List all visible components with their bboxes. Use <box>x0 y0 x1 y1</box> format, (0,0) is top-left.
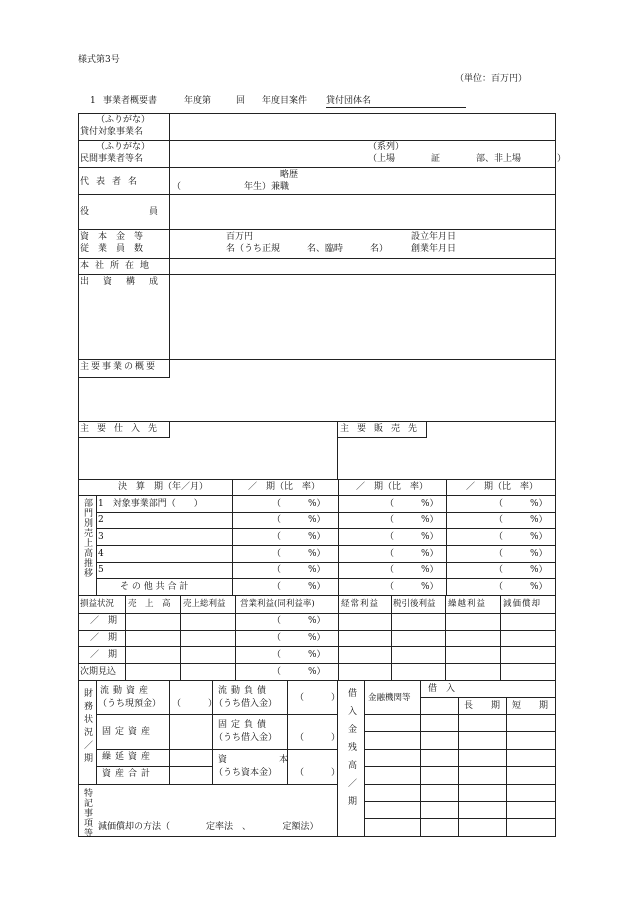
pl-row-period-3: ／ 期 <box>90 650 118 660</box>
sales-pct: （ %） <box>385 515 439 525</box>
pl-pct: （ %） <box>272 667 326 677</box>
table-bottom <box>78 836 556 837</box>
pl-row-forecast: 次期見込 <box>80 667 117 677</box>
sales-pct: （ %） <box>494 499 548 509</box>
pl-header-depreciation: 減価償却 <box>503 599 542 609</box>
period-header-2: ／ 期（比 率） <box>356 482 429 492</box>
sales-pct: （ %） <box>272 499 326 509</box>
year-label: 年度第 <box>184 96 212 106</box>
current-assets-label: 流動資産 <box>100 686 153 696</box>
sales-pct: （ %） <box>494 532 548 542</box>
fixed-assets-label: 固定資産 <box>102 727 155 737</box>
sales-pct: （ %） <box>272 549 326 559</box>
furigana-label-2: （ふりがな） <box>96 142 151 152</box>
table-right <box>555 113 556 836</box>
pl-header-gross: 売上総利益 <box>183 599 226 609</box>
financial-side-label: 財務状況／期 <box>82 688 92 766</box>
capital-label: 資本 <box>218 755 341 765</box>
sales-pct: （ %） <box>494 582 548 592</box>
address-label: 本社所在地 <box>80 261 156 271</box>
lender-label: 貸付団体名 <box>326 96 372 106</box>
pl-pct: （ %） <box>272 616 326 626</box>
sales-pct: （ %） <box>494 549 548 559</box>
pl-header-sales: 売 上 高 <box>128 599 171 609</box>
sales-pct: （ %） <box>272 515 326 525</box>
suppliers-label: 主要仕入先 <box>80 424 166 434</box>
unit-label: （単位：百万円） <box>455 74 528 84</box>
cash-label: （うち現預金） <box>98 699 162 709</box>
private-operator-label: 民間事業者等名 <box>80 154 144 164</box>
fixed-liabilities-label: 固定負債 <box>218 720 271 730</box>
sales-row-2: 2 <box>98 515 104 525</box>
sales-pct: （ %） <box>494 565 548 575</box>
year-case-label: 年度目案件 <box>262 96 308 106</box>
career-label: 略歴 <box>280 170 299 180</box>
investment-label: 出資構成 <box>80 277 173 287</box>
table-top <box>78 113 556 114</box>
officers-label: 役員 <box>80 207 219 217</box>
pl-pct: （ %） <box>272 650 326 660</box>
notes-side-label: 特記事項等 <box>82 788 92 838</box>
sales-row-4: 4 <box>98 549 104 559</box>
cash-paren: （ ） <box>172 699 218 709</box>
table-left <box>78 113 79 836</box>
sales-pct: （ %） <box>494 515 548 525</box>
established-date-label: 設立年月日 <box>411 232 457 242</box>
furigana-label-1: （ふりがな） <box>96 115 151 125</box>
sales-pct: （ %） <box>385 565 439 575</box>
capital-label: 資本金等 <box>80 232 153 242</box>
short-term-label: 短 期 <box>512 701 549 711</box>
pl-row-period-2: ／ 期 <box>90 633 118 643</box>
capital-paren: （ ） <box>295 768 341 778</box>
deferred-assets-label: 繰延資産 <box>102 752 155 762</box>
pl-header-operating: 営業利益(同利益率) <box>240 599 315 609</box>
bank-label: 金融機関等 <box>368 693 411 703</box>
sales-pct: （ %） <box>385 499 439 509</box>
loan-balance-side-label: 借入金残高／期 <box>346 688 356 814</box>
representative-label: 代表者名 <box>80 177 145 187</box>
current-liabilities-label: 流動負債 <box>218 686 271 696</box>
sales-pct: （ %） <box>272 582 326 592</box>
long-term-label: 長 期 <box>464 701 501 711</box>
period-header-3: ／ 期（比 率） <box>466 482 539 492</box>
sales-side-label: 部門別売上高推移 <box>82 498 92 578</box>
borrowing-label-2: （うち借入金） <box>214 733 278 743</box>
pl-header-after-tax: 税引後利益 <box>393 599 436 609</box>
sales-row-5: 5 <box>98 565 104 575</box>
title-number: 1 <box>90 96 96 106</box>
sales-pct: （ %） <box>272 565 326 575</box>
keiretsu-label: （系列） <box>368 142 405 152</box>
main-business-label: 主要事業の概要 <box>80 362 158 372</box>
million-yen-label: 百万円 <box>226 232 254 242</box>
borrowing-label-1: （うち借入金） <box>214 699 278 709</box>
fiscal-period-header: 決 算 期（年／月） <box>118 482 209 492</box>
borrowing-paren-2: （ ） <box>295 733 341 743</box>
sales-row-3: 3 <box>98 532 104 542</box>
sales-pct: （ %） <box>385 549 439 559</box>
depreciation-method: 減価償却の方法（ 定率法 、 定額法） <box>98 822 319 832</box>
borrowing-paren-1: （ ） <box>295 693 341 703</box>
listing-label: （上場 証 部、非上場 ） <box>368 154 567 164</box>
sales-row-1: 1 対象事業部門（ ） <box>98 499 203 509</box>
borrowing-header: 借 入 <box>428 684 456 694</box>
round-label: 回 <box>236 96 246 106</box>
sales-pct: （ %） <box>385 532 439 542</box>
lender-underline <box>326 107 466 108</box>
sales-pct: （ %） <box>385 582 439 592</box>
form-number: 様式第3号 <box>78 55 120 65</box>
pl-row-period-1: ／ 期 <box>90 616 118 626</box>
founded-date-label: 創業年月日 <box>411 244 457 254</box>
capital-sub-label: （うち資本金） <box>214 768 278 778</box>
sales-pct: （ %） <box>272 532 326 542</box>
pl-pct: （ %） <box>272 633 326 643</box>
period-header-1: ／ 期（比 率） <box>248 482 321 492</box>
employees-label: 従業員数 <box>80 244 153 254</box>
total-assets-label: 資産合計 <box>102 769 155 779</box>
pl-header-ordinary: 経常利益 <box>341 599 380 609</box>
label-col-divider <box>169 113 170 377</box>
pl-header-status: 損益状況 <box>80 599 115 609</box>
employee-detail-label: 名（うち正規 名、臨時 名） <box>226 244 389 254</box>
page-title: 事業者概要書 <box>103 96 158 106</box>
customers-label: 主要販売先 <box>340 424 426 434</box>
sales-row-total: そ の 他 共 合 計 <box>120 582 189 592</box>
pl-header-carried: 繰越利益 <box>448 599 487 609</box>
target-business-label: 貸付対象事業名 <box>80 127 144 137</box>
birth-year-label: （ 年生）兼職 <box>172 182 290 192</box>
